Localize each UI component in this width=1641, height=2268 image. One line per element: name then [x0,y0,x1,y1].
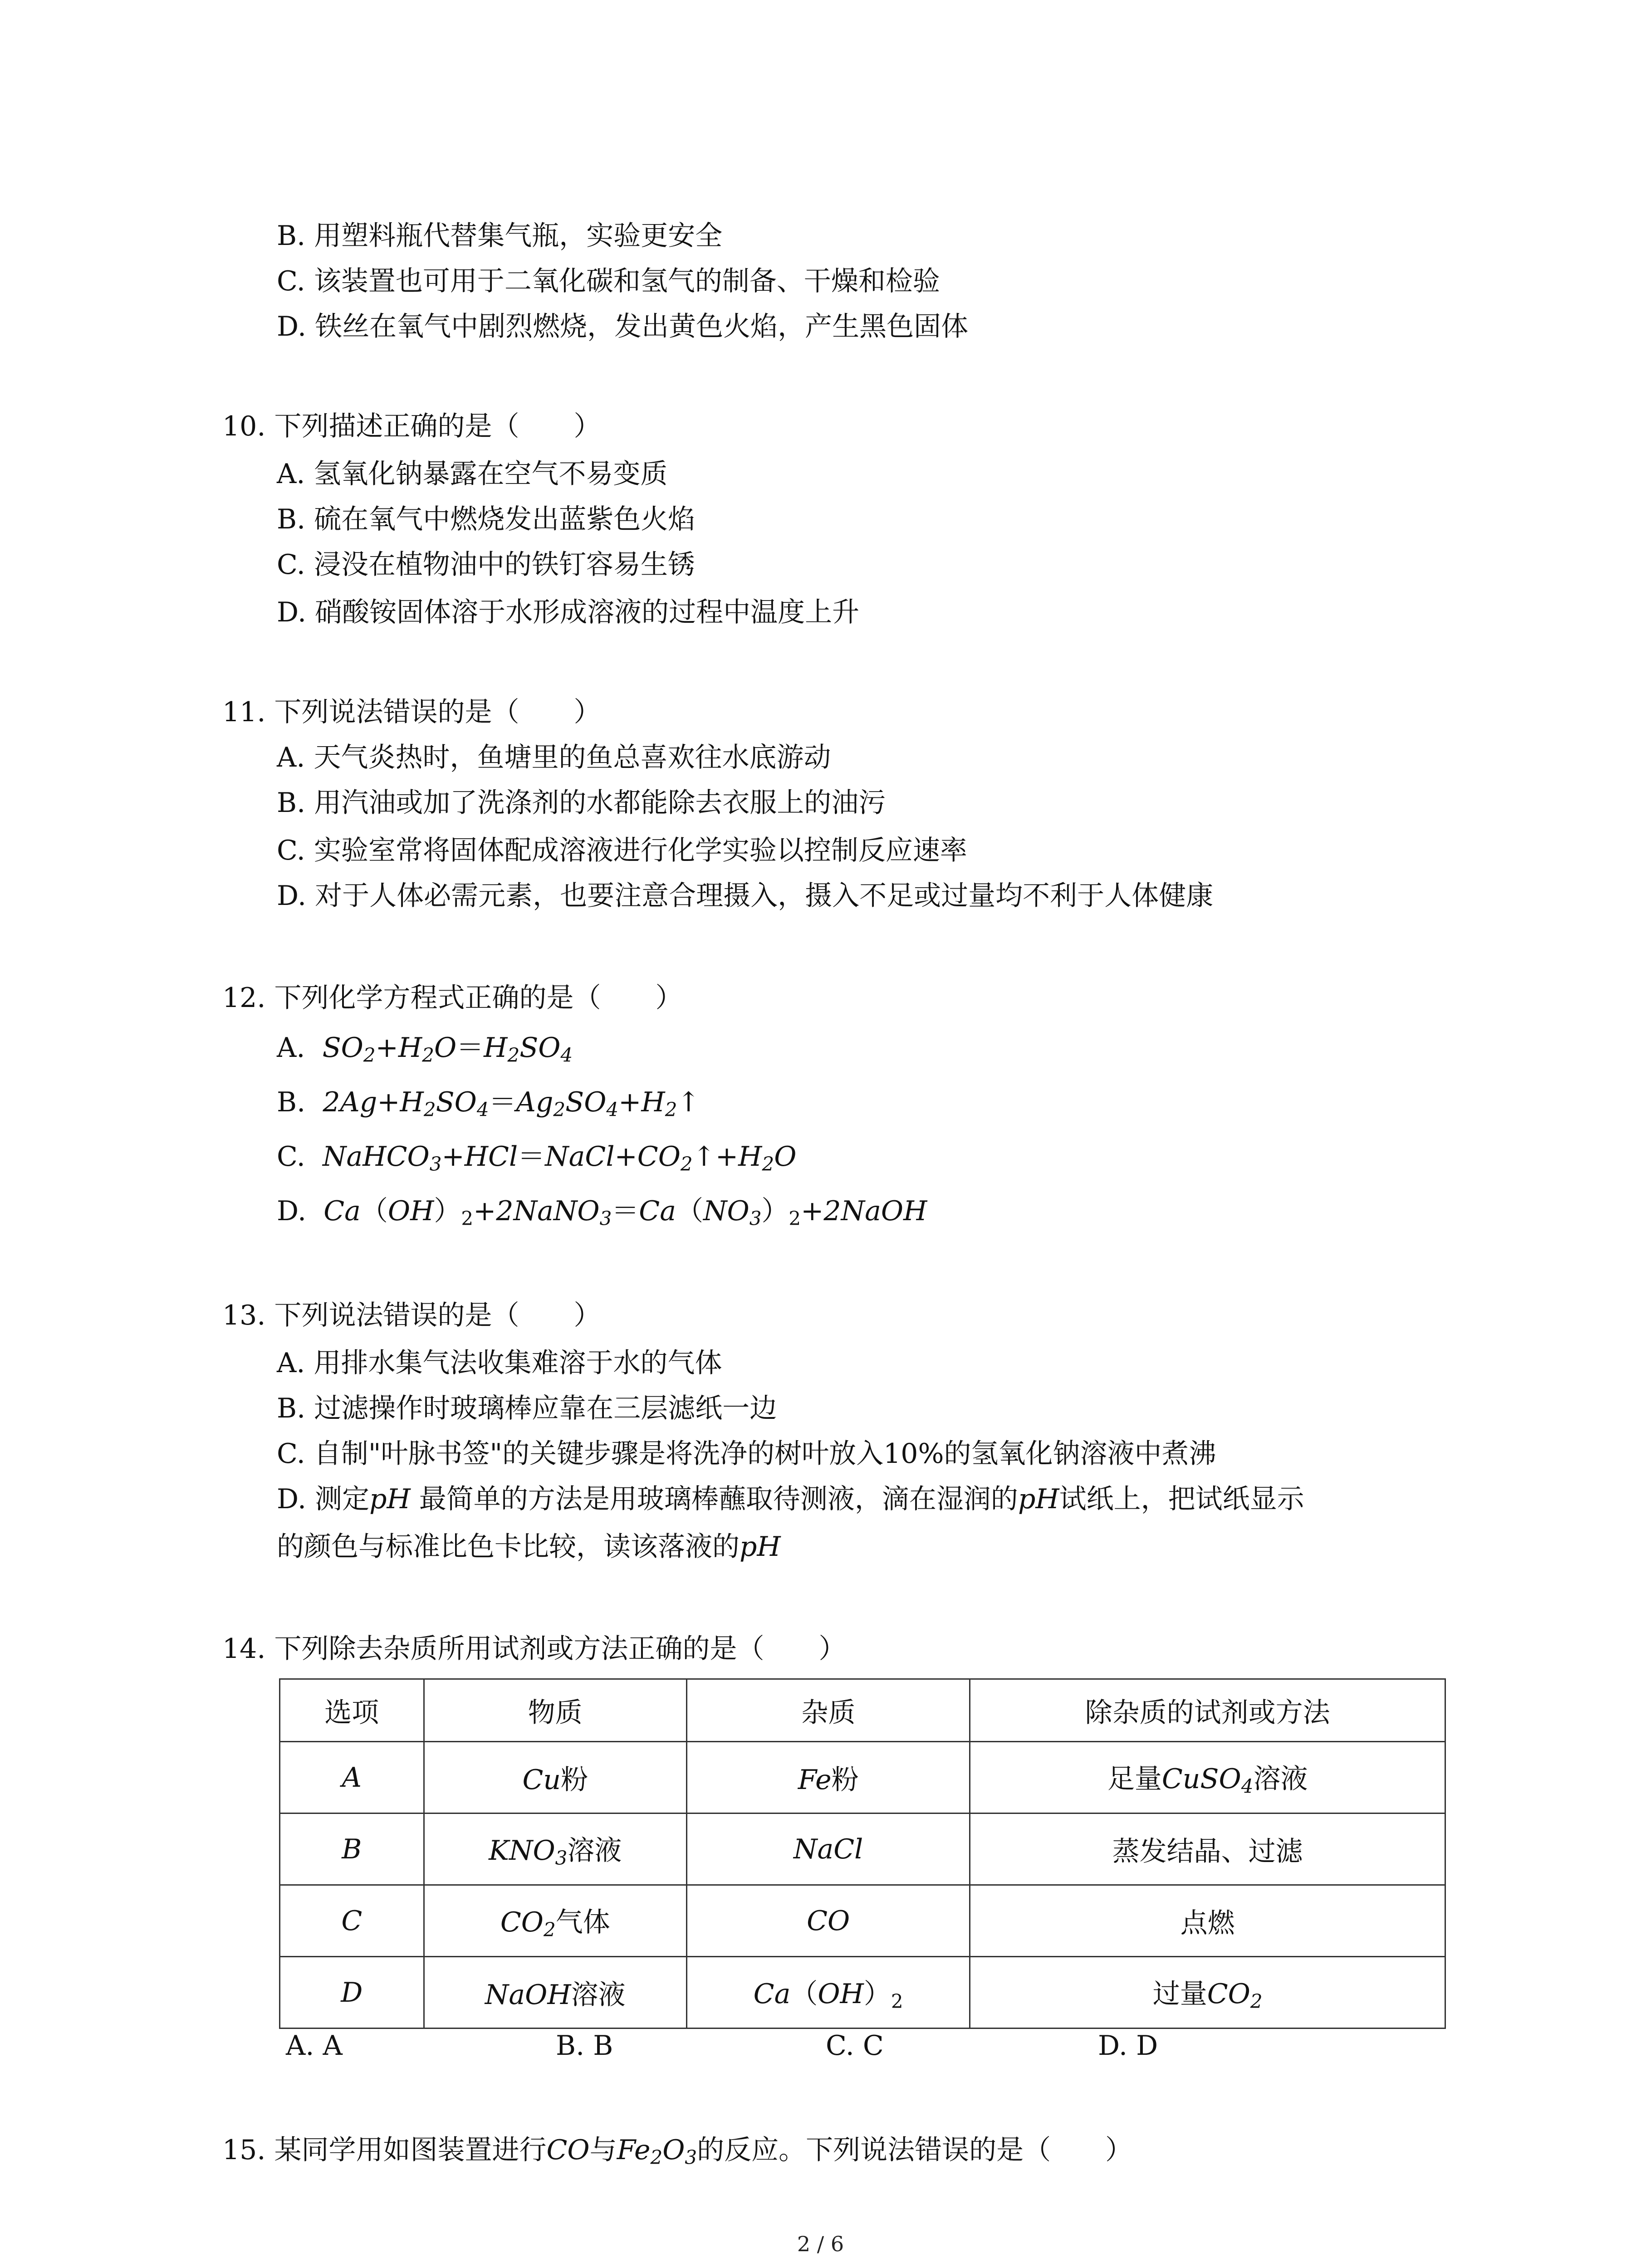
prev-option-d: D. 铁丝在氧气中剧烈燃烧，发出黄色火焰，产生黑色固体 [277,311,969,342]
q10-option-b: B. 硫在氧气中燃烧发出蓝紫色火焰 [277,503,696,535]
table-row [280,1957,1445,2028]
table-row [280,1813,1445,1885]
q12-stem: 12. 下列化学方程式正确的是（ ） [222,982,683,1014]
table-header: 选项 [280,1679,424,1742]
q11-option-c: C. 实验室常将固体配成溶液进行化学实验以控制反应速率 [277,835,967,866]
q14-answer-c: C. C [826,2030,884,2062]
table-header: 杂质 [686,1679,970,1742]
table-cell: NaOH溶液 [424,1957,686,2028]
q10-option-d: D. 硝酸铵固体溶于水形成溶液的过程中温度上升 [277,596,860,628]
q11-option-b: B. 用汽油或加了洗涤剂的水都能除去衣服上的油污 [277,787,886,819]
table-cell: CO [686,1885,970,1957]
q13-option-d-continued: 的颜色与标准比色卡比较，读该落液的pH [277,1531,781,1563]
table-cell: 足量CuSO$_4$溶液 [970,1742,1445,1813]
q14-answer-a: A. A [286,2030,343,2062]
q13-option-c: C. 自制"叶脉书签"的关键步骤是将洗净的树叶放入10%的氢氧化钠溶液中煮沸 [277,1438,1216,1470]
page-number: 2 / 6 [797,2232,844,2256]
table-cell: $KNO_3$溶液 [424,1813,686,1885]
table-cell: 蒸发结晶、过滤 [970,1813,1445,1885]
q12-option-c: C. $NaHCO_3+HCl=NaCl+CO_2↑+H_2O$ [277,1141,797,1175]
q13-stem: 13. 下列说法错误的是（ ） [222,1300,601,1331]
q14-stem: 14. 下列除去杂质所用试剂或方法正确的是（ ） [222,1633,846,1665]
q12-option-b: B. $2Ag+H_2SO_4=Ag_2SO_4+H_2↑$ [277,1086,700,1121]
table-cell: B [280,1813,424,1885]
table-cell: D [280,1957,424,2028]
table-row [280,1742,1445,1813]
prev-option-b: B. 用塑料瓶代替集气瓶，实验更安全 [277,220,723,252]
q14-answer-d: D. D [1098,2030,1158,2062]
table-header: 物质 [424,1679,686,1742]
q15-stem: 15. 某同学用如图装置进行CO与$Fe_2O_3$的反应。下列说法错误的是（ ） [222,2134,1133,2169]
table-cell: Fe粉 [686,1742,970,1813]
table-cell: $Ca(OH)_2$ [686,1957,970,2028]
q13-option-b: B. 过滤操作时玻璃棒应靠在三层滤纸一边 [277,1393,777,1424]
table-cell: A [280,1742,424,1813]
q12-option-a: A. $SO_2+H_2O=H_2SO_4$ [277,1032,573,1066]
q14-answer-b: B. B [556,2030,613,2062]
q13-option-a: A. 用排水集气法收集难溶于水的气体 [277,1347,722,1379]
q10-stem: 10. 下列描述正确的是（ ） [222,411,601,442]
q10-option-c: C. 浸没在植物油中的铁钉容易生锈 [277,549,695,581]
q14-table [279,1678,1446,2029]
table-cell: 点燃 [970,1885,1445,1957]
q10-option-a: A. 氢氧化钠暴露在空气不易变质 [277,458,668,490]
q11-stem: 11. 下列说法错误的是（ ） [222,696,601,728]
table-cell: NaCl [686,1813,970,1885]
prev-option-c: C. 该装置也可用于二氧化碳和氢气的制备、干燥和检验 [277,265,940,297]
q12-option-d: D. $Ca(OH)_2+2NaNO_3=Ca(NO_3)_2+2NaOH$ [277,1195,927,1230]
q13-option-d: D. 测定pH 最简单的方法是用玻璃棒蘸取待测液，滴在湿润的pH试纸上，把试纸显示 [277,1483,1304,1515]
q11-option-a: A. 天气炎热时，鱼塘里的鱼总喜欢往水底游动 [277,742,831,773]
table-row [280,1885,1445,1957]
table-cell: 过量$CO_2$ [970,1957,1445,2028]
table-cell: Cu粉 [424,1742,686,1813]
table-header: 除杂质的试剂或方法 [970,1679,1445,1742]
table-cell: C [280,1885,424,1957]
q11-option-d: D. 对于人体必需元素，也要注意合理摄入，摄入不足或过量均不利于人体健康 [277,880,1214,912]
table-cell: $CO_2$气体 [424,1885,686,1957]
